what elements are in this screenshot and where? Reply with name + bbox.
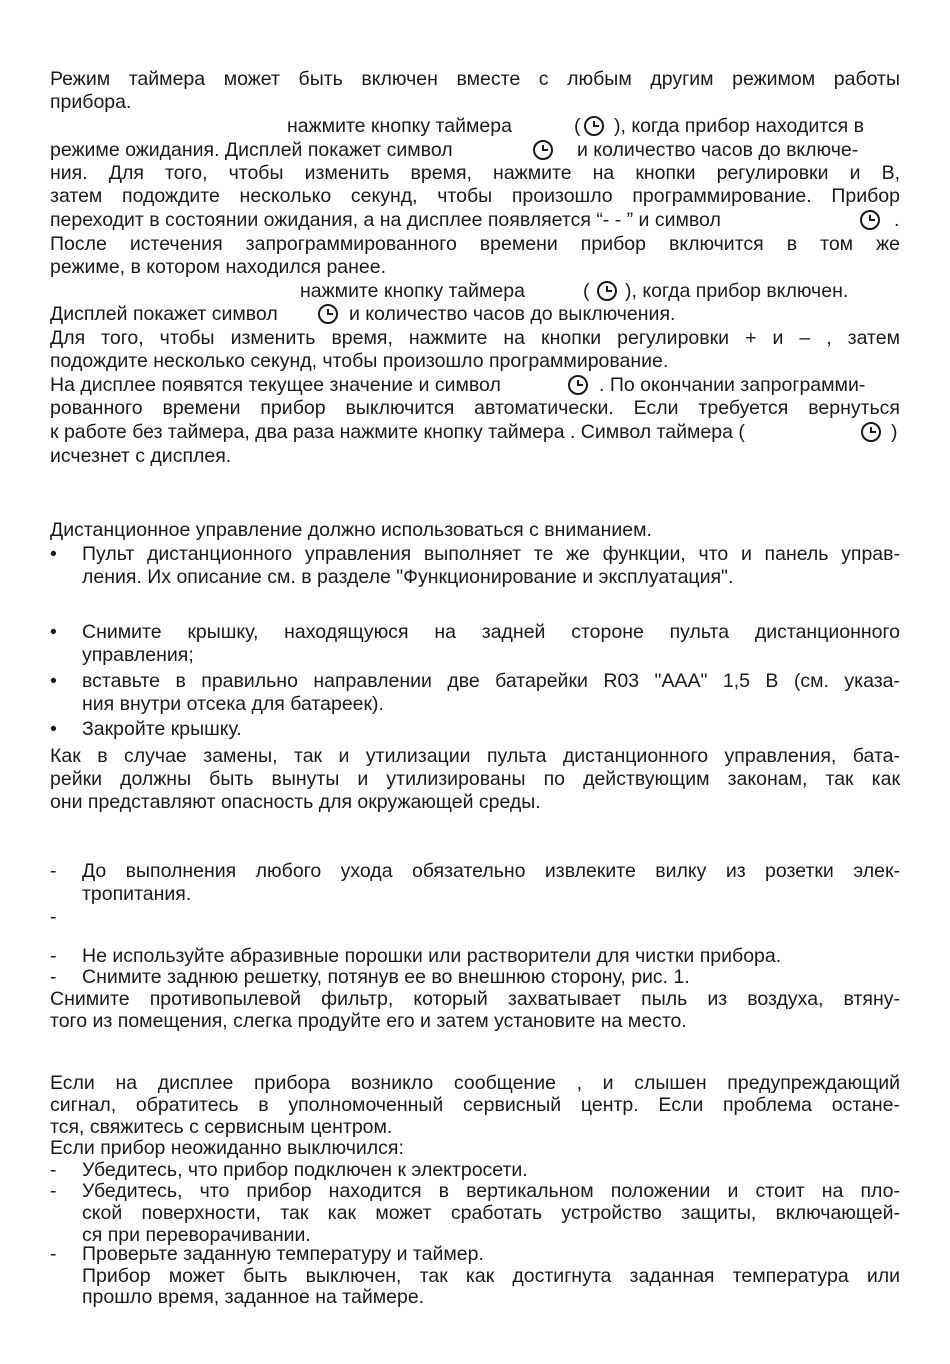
text-line: Режим таймера может быть включен вместе с любым другим режимом работы bbox=[50, 68, 900, 90]
list-item: прошло время, заданное на таймере. bbox=[82, 1286, 425, 1308]
text-line: подождите несколько секунд, чтобы произошло программирование. bbox=[50, 350, 669, 372]
text-line: Как в случае замены, так и утилизации пульта дистанционного управления, бата- bbox=[50, 745, 900, 767]
text-line: рованного времени прибор выключится автоматически. Если требуется вернуться bbox=[50, 397, 900, 419]
list-item: ской поверхности, так как может сработать устройство защиты, включающей- bbox=[82, 1202, 900, 1224]
text-line: прибора. bbox=[50, 91, 132, 113]
timer-clock-icon bbox=[318, 304, 338, 324]
text-line: исчезнет с дисплея. bbox=[50, 445, 232, 467]
dash-marker: - bbox=[50, 1243, 57, 1265]
text-line: тся, свяжитесь с сервисным центром. bbox=[50, 1116, 393, 1138]
text-line: Если прибор неожиданно выключился: bbox=[50, 1137, 404, 1159]
list-item: Проверьте заданную температуру и таймер. bbox=[82, 1243, 484, 1265]
list-item: Убедитесь, что прибор подключен к электросети. bbox=[82, 1159, 528, 1181]
dash-marker: - bbox=[50, 1159, 57, 1181]
timer-clock-icon bbox=[533, 140, 553, 160]
list-item: Прибор может быть выключен, так как достигнута заданная температура или bbox=[82, 1265, 900, 1287]
list-item: Снимите крышку, находящуюся на задней стороне пульта дистанционного bbox=[82, 621, 900, 643]
text-line: После истечения запрограммированного времени прибор включится в том же bbox=[50, 233, 900, 255]
bullet-marker: • bbox=[50, 670, 57, 692]
bullet-marker: • bbox=[50, 621, 57, 643]
list-item: управления; bbox=[82, 644, 194, 666]
list-item: Убедитесь, что прибор находится в вертикальном положении и стоит на пло- bbox=[82, 1180, 900, 1202]
text-line: затем подождите несколько секунд, чтобы произошло программирование. Прибор bbox=[50, 185, 900, 207]
text-line: того из помещения, слегка продуйте его и затем установите на место. bbox=[50, 1010, 687, 1032]
dash-marker: - bbox=[50, 860, 57, 882]
dash-marker: - bbox=[50, 966, 57, 988]
dash-marker: - bbox=[50, 945, 57, 967]
list-item: Пульт дистанционного управления выполняет те же функции, что и панель управ- bbox=[82, 543, 900, 565]
text-line: они представляют опасность для окружающей среды. bbox=[50, 791, 541, 813]
text-line: На дисплее появятся текущее значение и символ . По окончании запрограмми- bbox=[50, 374, 866, 396]
list-item: ления. Их описание см. в разделе "Функционирование и эксплуатация". bbox=[82, 566, 734, 588]
text-line: ния. Для того, чтобы изменить время, нажмите на кнопки регулировки и В, bbox=[50, 162, 900, 184]
timer-clock-icon bbox=[568, 375, 588, 395]
bullet-marker: • bbox=[50, 543, 57, 565]
text-line: сигнал, обратитесь в уполномоченный сервисный центр. Если проблема остане- bbox=[50, 1094, 900, 1116]
text-line: рейки должны быть вынуты и утилизированы по действующим законам, так как bbox=[50, 768, 900, 790]
text-line: Если на дисплее прибора возникло сообщение , и слышен предупреждающий bbox=[50, 1072, 900, 1094]
text-line: Дистанционное управление должно использоваться с вниманием. bbox=[50, 519, 652, 541]
list-item: До выполнения любого ухода обязательно извлеките вилку из розетки элек- bbox=[82, 860, 900, 882]
text-line: нажмите кнопку таймера ( ), когда прибор включен. bbox=[300, 280, 849, 302]
text-line: режиме, в котором находился ранее. bbox=[50, 256, 387, 278]
text-line: Для того, чтобы изменить время, нажмите на кнопки регулировки + и – , затем bbox=[50, 327, 900, 349]
list-item: вставьте в правильно направлении две батарейки R03 "AAA" 1,5 В (см. указа- bbox=[82, 670, 900, 692]
timer-clock-icon bbox=[860, 210, 880, 230]
bullet-marker: • bbox=[50, 718, 57, 740]
timer-clock-icon bbox=[861, 422, 881, 442]
list-item: ния внутри отсека для батареек). bbox=[82, 693, 384, 715]
text-line: к работе без таймера, два раза нажмите кнопку таймера . Символ таймера ( ) bbox=[50, 421, 898, 443]
dash-marker: - bbox=[50, 1180, 57, 1202]
text-line: Дисплей покажет символ и количество часов до выключения. bbox=[50, 303, 676, 325]
timer-clock-icon bbox=[597, 281, 617, 301]
list-item: тропитания. bbox=[82, 883, 192, 905]
timer-clock-icon bbox=[584, 116, 604, 136]
list-item: Закройте крышку. bbox=[82, 718, 242, 740]
text-line: режиме ожидания. Дисплей покажет символ и количество часов до включе- bbox=[50, 139, 859, 161]
list-item: ся при переворачивании. bbox=[82, 1224, 311, 1246]
list-item: Не используйте абразивные порошки или растворители для чистки прибора. bbox=[82, 945, 782, 967]
list-item: Снимите заднюю решетку, потянув ее во внешнюю сторону, рис. 1. bbox=[82, 966, 690, 988]
text-line: Снимите противопылевой фильтр, который захватывает пыль из воздуха, втяну- bbox=[50, 988, 900, 1010]
text-line: переходит в состоянии ожидания, а на дисплее появляется “- - ” и символ . bbox=[50, 209, 900, 231]
dash-marker: - bbox=[50, 906, 57, 928]
text-line: нажмите кнопку таймера ( ), когда прибор находится в bbox=[287, 115, 865, 137]
